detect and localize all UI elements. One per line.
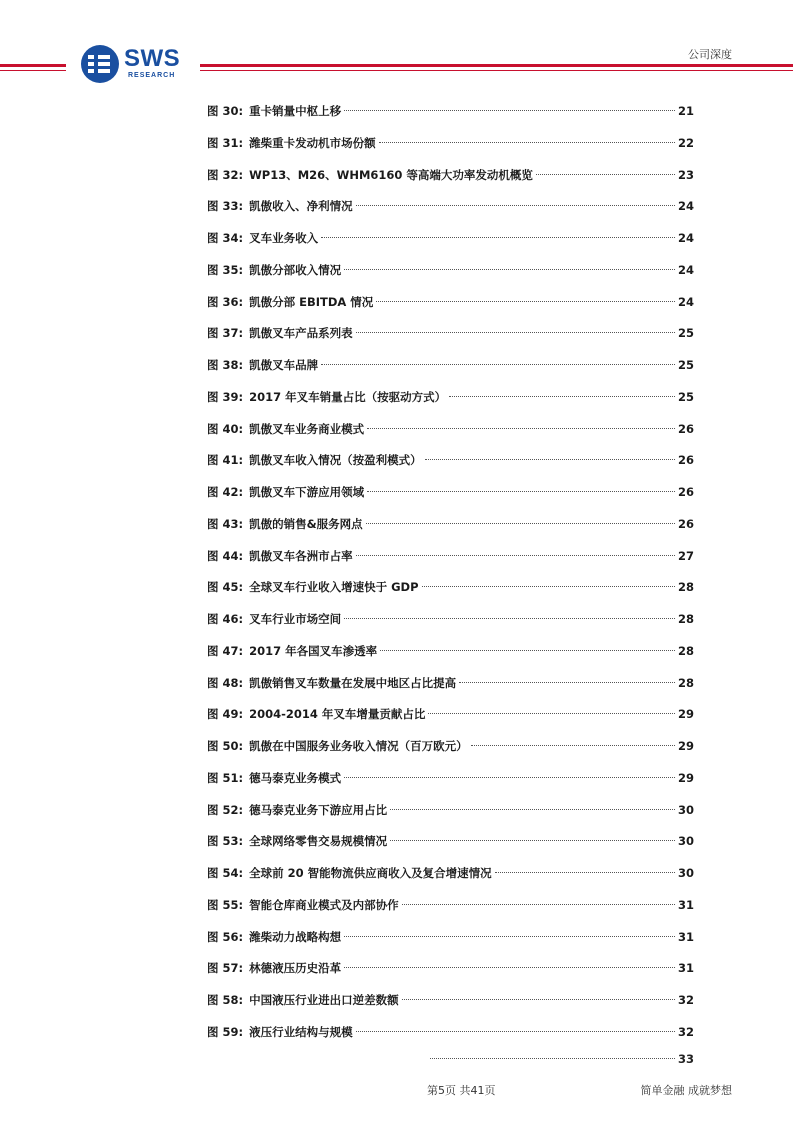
toc-leader-dots (449, 395, 675, 397)
toc-page-number: 26 (677, 421, 694, 436)
toc-leader-dots (366, 522, 675, 524)
toc-leader-dots (495, 871, 675, 873)
toc-page-number: 26 (677, 453, 694, 468)
toc-entry[interactable] (207, 512, 694, 544)
toc-entry-title: 凯傲叉车下游应用领域 (249, 485, 365, 499)
toc-entry-label (207, 956, 341, 980)
toc-entry-prefix: 图 35: (207, 262, 244, 277)
toc-page-number: 25 (677, 389, 694, 404)
toc-page-number: 24 (677, 231, 694, 245)
logo-subtext: RESEARCH (128, 72, 176, 79)
toc-leader-dots (379, 141, 675, 143)
report-type-tag: 公司深度 (688, 48, 732, 61)
toc-page-number: 24 (677, 199, 694, 214)
toc-entry-label (207, 671, 456, 695)
toc-entry[interactable] (207, 639, 694, 671)
toc-entry-title: 重卡销量中枢上移 (249, 104, 342, 118)
toc-entry[interactable] (207, 99, 694, 131)
toc-page-number: 22 (677, 135, 694, 150)
toc-leader-dots (344, 617, 675, 619)
toc-leader-dots (356, 331, 675, 333)
toc-page-number: 29 (677, 707, 694, 722)
toc-entry-title: 2017 年各国叉车渗透率 (249, 643, 378, 658)
toc-entry-prefix: 图 48: (207, 675, 244, 690)
toc-page-number: 29 (677, 770, 694, 785)
toc-leader-dots (376, 300, 675, 302)
toc-entry[interactable] (207, 956, 694, 988)
toc-entry-label (207, 988, 399, 1012)
toc-entry-label (207, 321, 353, 345)
toc-entry[interactable] (207, 353, 694, 385)
toc-page-number: 28 (677, 580, 694, 595)
footer-slogan: 简单金融 成就梦想 (640, 1084, 732, 1097)
toc-entry-title: 潍柴动力战略构想 (249, 929, 342, 944)
toc-entry[interactable] (207, 988, 694, 1020)
toc-entry-label (207, 226, 318, 250)
toc-page-number: 28 (677, 675, 694, 690)
toc-leader-dots (344, 109, 675, 111)
toc-page-number: 23 (677, 167, 694, 182)
toc-entry-prefix: 图 37: (207, 326, 244, 341)
toc-entry[interactable] (207, 766, 694, 798)
toc-entry-prefix: 图 45: (207, 580, 244, 595)
toc-page-number: 28 (677, 612, 694, 626)
toc-entry-prefix: 图 42: (207, 485, 244, 499)
toc-entry-title: 凯傲叉车品牌 (249, 358, 319, 372)
toc-entry-prefix: 图 46: (207, 612, 244, 626)
toc-leader-dots (344, 935, 675, 937)
toc-entry-prefix: 图 49: (207, 707, 244, 722)
toc-entry-label (207, 734, 468, 758)
header-rule (200, 64, 793, 67)
toc-entry-prefix: 图 34: (207, 231, 244, 245)
toc-entry[interactable] (207, 893, 694, 925)
toc-entry-prefix: 图 57: (207, 961, 244, 976)
toc-leader-dots (425, 458, 675, 460)
toc-entry-prefix: 图 52: (207, 802, 244, 817)
toc-entry-label (207, 702, 425, 726)
toc-entry-title: 凯傲收入、净利情况 (249, 199, 353, 214)
header-rule (0, 64, 66, 67)
toc-entry-label (207, 766, 341, 790)
toc-entry-label (207, 925, 341, 949)
toc-entry-title: 智能仓库商业模式及内部协作 (249, 897, 399, 912)
toc-entry[interactable] (207, 798, 694, 830)
toc-entry-prefix: 图 53: (207, 834, 244, 849)
toc-entry-prefix: 图 56: (207, 929, 244, 944)
toc-entry-label (207, 258, 341, 282)
toc-page-number: 30 (677, 866, 694, 880)
toc-page-number: 27 (677, 548, 694, 563)
toc-entry-title: 凯傲叉车各洲市占率 (249, 548, 353, 563)
toc-entry[interactable] (207, 607, 694, 639)
toc-entry-label (207, 893, 399, 917)
toc-leader-dots (344, 966, 675, 968)
toc-entry-title: 叉车行业市场空间 (249, 612, 342, 626)
toc-leader-dots (344, 268, 675, 270)
toc-entry[interactable] (207, 702, 694, 734)
toc-leader-dots (356, 204, 675, 206)
toc-entry-prefix: 图 38: (207, 358, 244, 372)
toc-entry[interactable] (207, 925, 694, 957)
toc-page-number: 28 (677, 643, 694, 658)
toc-entry-label (207, 861, 492, 885)
toc-page-number: 33 (677, 1052, 694, 1066)
toc-page-number: 25 (677, 326, 694, 341)
toc-entry[interactable] (207, 671, 694, 703)
toc-page-number: 26 (677, 485, 694, 499)
toc-entry-prefix: 图 47: (207, 643, 244, 658)
toc-leader-dots (356, 1030, 675, 1032)
toc-entry[interactable] (207, 480, 694, 512)
header-rule-thin (200, 70, 793, 71)
toc-entry-title: 叉车业务收入 (249, 231, 319, 245)
toc-entry-title: 潍柴重卡发动机市场份额 (249, 135, 376, 150)
toc-entry-label (207, 163, 533, 187)
toc-leader-dots (344, 776, 675, 778)
toc-entry-label (207, 417, 364, 441)
toc-leader-dots (402, 998, 675, 1000)
toc-leader-dots (380, 649, 675, 651)
toc-page-number: 29 (677, 739, 694, 753)
toc-entry-label (207, 385, 446, 409)
toc-entry-title: 液压行业结构与规模 (249, 1024, 353, 1039)
toc-entry[interactable] (207, 734, 694, 766)
toc-entry-label (207, 1020, 353, 1044)
toc-entry-title: 凯傲叉车产品系列表 (249, 326, 353, 341)
toc-entry-label (207, 829, 387, 853)
toc-leader-dots (459, 681, 675, 683)
toc-entry-prefix: 图 54: (207, 866, 244, 880)
company-logo (80, 44, 190, 84)
toc-leader-dots (390, 839, 675, 841)
toc-entry[interactable] (207, 385, 694, 417)
toc-entry-label (207, 99, 341, 123)
toc-leader-dots (402, 903, 675, 905)
toc-entry[interactable] (207, 258, 694, 290)
toc-page-number: 32 (677, 1024, 694, 1039)
toc-entry-label (207, 480, 364, 504)
toc-entry-title: 凯傲在中国服务业务收入情况（百万欧元） (249, 739, 468, 753)
toc-page-number: 25 (677, 358, 694, 372)
toc-entry[interactable] (207, 321, 694, 353)
toc-entry-title: 凯傲的销售&服务网点 (249, 516, 363, 531)
toc-entry-prefix: 图 36: (207, 294, 244, 309)
toc-leader-dots (321, 236, 675, 238)
toc-leader-dots (428, 712, 675, 714)
toc-entry-label (207, 353, 318, 377)
toc-entry-label (207, 131, 376, 155)
toc-entry-label (207, 544, 353, 568)
toc-page-number: 30 (677, 802, 694, 817)
toc-entry-prefix: 图 51: (207, 770, 244, 785)
toc-entry-title: 德马泰克业务模式 (249, 770, 342, 785)
toc-entry-label (207, 194, 353, 218)
toc-entry-prefix: 图 39: (207, 389, 244, 404)
toc-entry-label (207, 639, 377, 663)
toc-entry-label (207, 575, 419, 599)
toc-leader-dots (321, 363, 675, 365)
toc-page-number: 31 (677, 897, 694, 912)
toc-entry[interactable] (207, 829, 694, 861)
toc-entry-title: 全球网络零售交易规模情况 (249, 834, 388, 849)
toc-entry-title: 全球叉车行业收入增速快于 GDP (249, 580, 419, 595)
toc-entry-title: 中国液压行业进出口逆差数额 (249, 993, 399, 1007)
toc-entry[interactable] (207, 163, 694, 195)
toc-leader-dots (422, 585, 675, 587)
sws-logo-icon (80, 44, 120, 84)
toc-entry-title: 凯傲分部收入情况 (249, 262, 342, 277)
toc-entry-title: 林德液压历史沿革 (249, 961, 342, 976)
toc-page-number: 26 (677, 516, 694, 531)
toc-entry[interactable] (207, 290, 694, 322)
toc-entry-prefix: 图 41: (207, 453, 244, 468)
toc-page-number: 31 (677, 961, 694, 976)
toc-entry-prefix: 图 50: (207, 739, 244, 753)
toc-entry-label (207, 798, 387, 822)
toc-page-number: 21 (677, 104, 694, 118)
toc-entry-label (207, 512, 363, 536)
toc-entry-title: 凯傲叉车业务商业模式 (249, 421, 365, 436)
toc-entry[interactable] (207, 861, 694, 893)
toc-entry-title: 全球前 20 智能物流供应商收入及复合增速情况 (249, 866, 492, 880)
toc-entry-title: WP13、M26、WHM6160 等高端大功率发动机概览 (249, 167, 533, 182)
toc-entry-prefix: 图 55: (207, 897, 244, 912)
page-indicator: 第5页 共41页 (427, 1084, 496, 1097)
toc-page-number: 30 (677, 834, 694, 849)
toc-leader-dots (390, 808, 675, 810)
toc-entry[interactable] (207, 544, 694, 576)
toc-entry-prefix: 图 58: (207, 993, 244, 1007)
toc-leader-dots (356, 554, 675, 556)
toc-entry-title: 德马泰克业务下游应用占比 (249, 802, 388, 817)
toc-entry-title: 凯傲销售叉车数量在发展中地区占比提高 (249, 675, 457, 690)
toc-entry-title: 凯傲分部 EBITDA 情况 (249, 294, 374, 309)
toc-page-number: 24 (677, 294, 694, 309)
toc-entry[interactable] (207, 417, 694, 449)
toc-entry[interactable] (207, 226, 694, 258)
toc-entry[interactable] (207, 131, 694, 163)
toc-entry-prefix: 图 43: (207, 516, 244, 531)
toc-page-number: 31 (677, 929, 694, 944)
toc-entry[interactable] (207, 1020, 694, 1052)
header-rule-thin (0, 70, 66, 71)
toc-entry-title: 凯傲叉车收入情况（按盈利模式） (249, 453, 422, 468)
toc-leader-dots (367, 490, 675, 492)
toc-entry[interactable] (207, 194, 694, 226)
toc-entry-title: 2004-2014 年叉车增量贡献占比 (249, 707, 426, 722)
toc-leader-dots (536, 173, 675, 175)
toc-entry-label (207, 448, 422, 472)
toc-entry-prefix: 图 30: (207, 104, 244, 118)
toc-entry-prefix: 图 59: (207, 1024, 244, 1039)
logo-text: SWS (124, 45, 181, 72)
toc-leader-dots (471, 744, 675, 746)
toc-page-number: 24 (677, 262, 694, 277)
toc-entry-prefix: 图 44: (207, 548, 244, 563)
toc-entry-label (207, 607, 341, 631)
toc-leader-dots (430, 1057, 675, 1059)
toc-entry-title: 2017 年叉车销量占比（按驱动方式） (249, 389, 447, 404)
toc-entry[interactable] (207, 575, 694, 607)
toc-entry[interactable] (207, 448, 694, 480)
toc-entry-prefix: 图 33: (207, 199, 244, 214)
toc-entry-prefix: 图 32: (207, 167, 244, 182)
toc-tail-row[interactable] (427, 1052, 694, 1066)
toc-entry-prefix: 图 40: (207, 421, 244, 436)
toc-entry-label (207, 290, 373, 314)
toc-page-number: 32 (677, 993, 694, 1007)
toc-leader-dots (367, 427, 675, 429)
toc-entry-prefix: 图 31: (207, 135, 244, 150)
figure-list (207, 99, 694, 1052)
